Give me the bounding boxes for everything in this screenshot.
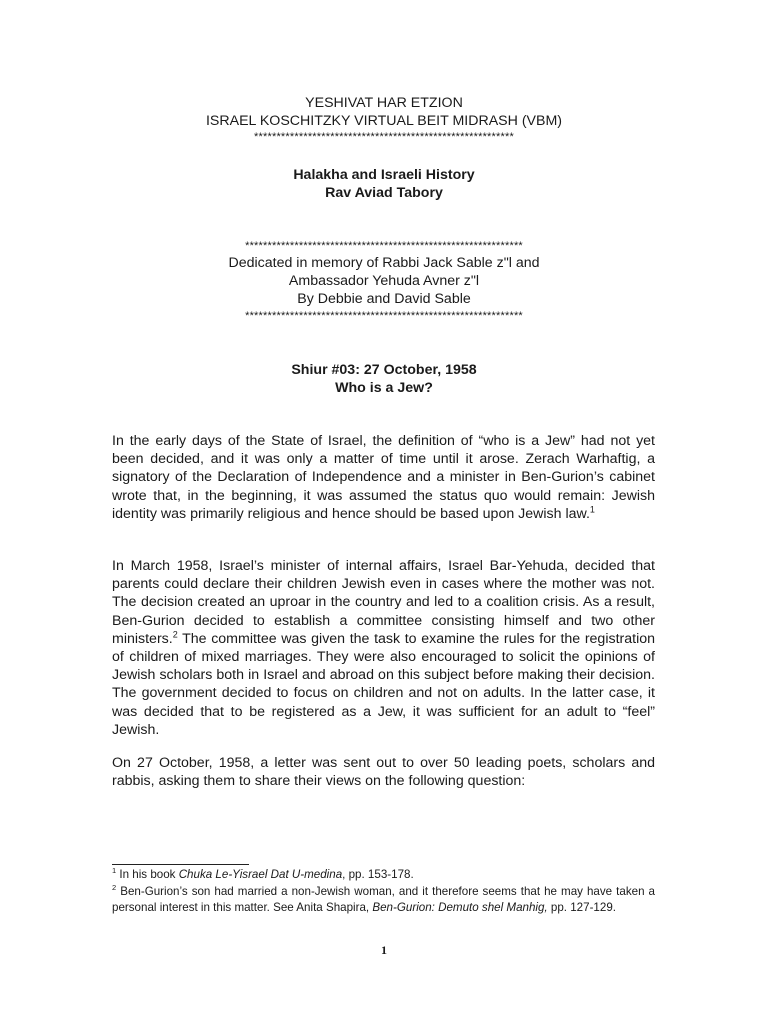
footnote-2-book-title: Ben-Gurion: Demuto shel Manhig, bbox=[372, 900, 548, 914]
footnote-1-text-pre: In his book bbox=[116, 868, 179, 881]
footnote-2-text-pre: Ben-Gurion’s son had married a non-Jewish woman, and it therefore seems that he may have taken a personal interest in this matter. See Anita Shapira, bbox=[112, 885, 655, 914]
footnote-ref-1[interactable]: 1 bbox=[589, 504, 595, 515]
footnote-1 bbox=[112, 867, 655, 883]
paragraph-2 bbox=[112, 557, 655, 739]
footnote-2-text-post: pp. 127-129. bbox=[547, 900, 617, 914]
footnote-1-book-title: Chuka Le-Yisrael Dat U-medina bbox=[178, 868, 343, 881]
footnote-2 bbox=[112, 884, 655, 915]
dedication-line-1: Dedicated in memory of Rabbi Jack Sable z"l and bbox=[228, 255, 540, 271]
shiur-heading: Shiur #03: 27 October, 1958 bbox=[291, 362, 477, 378]
series-title: Halakha and Israeli History bbox=[293, 167, 475, 183]
footnote-ref-2[interactable]: 2 bbox=[172, 629, 178, 640]
header-separator: ********************************************************** bbox=[254, 131, 514, 143]
dedication-separator-bottom: ************************************************************** bbox=[245, 310, 523, 322]
series-author: Rav Aviad Tabory bbox=[325, 185, 443, 201]
dedication-line-3: By Debbie and David Sable bbox=[297, 291, 471, 307]
paragraph-2-text-a: In March 1958, Israel’s minister of internal affairs, Israel Bar-Yehuda, decided that parents could declare their children Jewish even in cases where the mother was not. The decision created an uproar in the country and led to a coalition crisis. As a result, Ben-Gurion decided to establish a committee consisting himself and two other ministers. bbox=[112, 558, 655, 647]
program-name: ISRAEL KOSCHITZKY VIRTUAL BEIT MIDRASH (VBM) bbox=[205, 113, 563, 129]
footnote-2-mark: 2 bbox=[112, 883, 117, 893]
shiur-title: Who is a Jew? bbox=[335, 380, 433, 396]
paragraph-1-text: In the early days of the State of Israel, the definition of “who is a Jew” had not yet been decided, and it was only a matter of time until it arose. Zerach Warhaftig, a signatory of the Declaration of Independence and a minister in Ben-Gurion’s cabinet wrote that, in the beginning, it was assumed the status quo would remain: Jewish identity was primarily religious and hence should be based upon Jewish law. bbox=[112, 433, 655, 522]
institution-name: YESHIVAT HAR ETZION bbox=[305, 95, 463, 111]
dedication-line-2: Ambassador Yehuda Avner z"l bbox=[288, 273, 480, 289]
page-number: 1 bbox=[381, 943, 387, 957]
dedication-separator-top: ************************************************************** bbox=[245, 240, 523, 252]
footnote-separator bbox=[112, 864, 249, 865]
paragraph-2-text-b: The committee was given the task to examine the rules for the registration of children of mixed marriages. They were also encouraged to solicit the opinions of Jewish scholars both in Israel and abroad on this subject before making their decision. The government decided to focus on children and not on adults. In the latter case, it was decided that to be registered as a Jew, it was sufficient for an adult to “feel” Jewish. bbox=[112, 630, 655, 738]
paragraph-3-text: On 27 October, 1958, a letter was sent out to over 50 leading poets, scholars and rabbis, asking them to share their views on the following question: bbox=[112, 755, 655, 790]
paragraph-3 bbox=[112, 754, 655, 790]
footnote-1-text-post: , pp. 153-178. bbox=[342, 868, 414, 881]
footnote-1-mark: 1 bbox=[112, 866, 117, 876]
paragraph-1 bbox=[112, 432, 655, 523]
